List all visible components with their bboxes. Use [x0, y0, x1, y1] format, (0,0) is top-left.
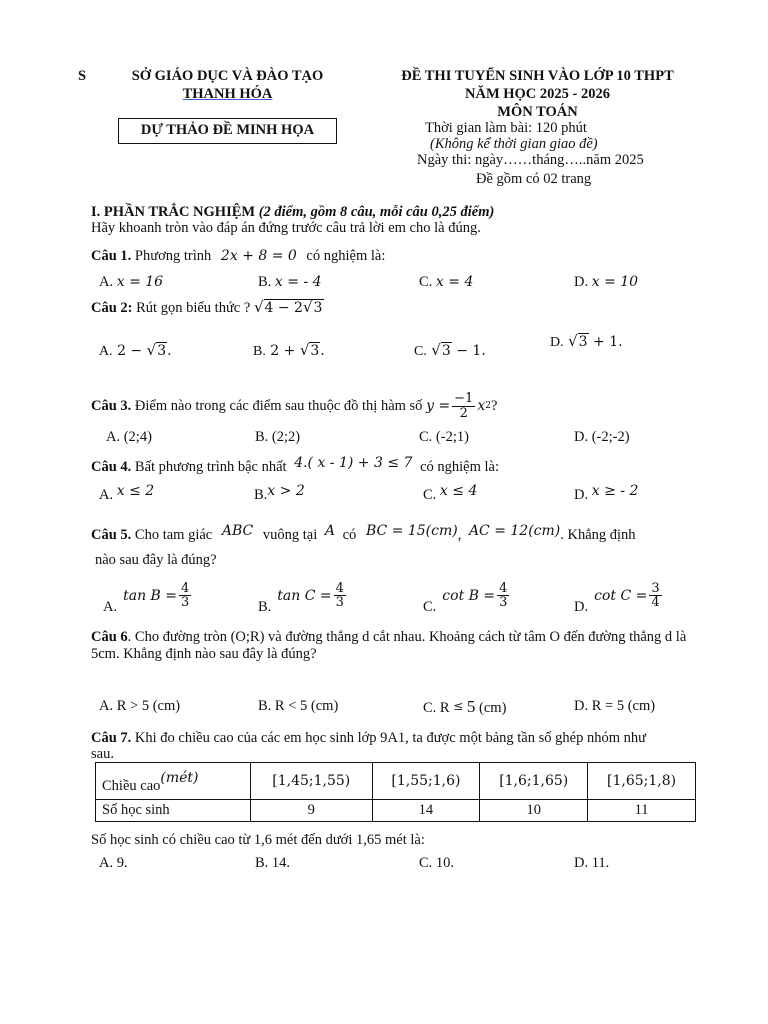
q5-option-c[interactable]: C. cot B = $\frac{4}{3}$	[423, 580, 508, 615]
province-name: THANH HÓA	[182, 86, 273, 102]
q3-option-c[interactable]: C. (-2;1)	[419, 429, 469, 445]
question-7-line2: sau.	[91, 746, 114, 762]
frequency-table	[95, 762, 696, 822]
q4-option-b[interactable]: B.x > 2	[254, 483, 305, 503]
group-cell: [1,45;1,55)	[251, 763, 373, 800]
question-3: Câu 3. Điểm nào trong các điểm sau thuộc đồ thị hàm số y = $\frac{-1}{2}$ x 2 ?	[91, 390, 498, 421]
subject: MÔN TOÁN	[497, 104, 578, 120]
q4-option-a[interactable]: A. x ≤ 2	[99, 483, 155, 503]
q4-option-d[interactable]: D. x ≥ - 2	[574, 483, 639, 503]
q3-option-b[interactable]: B. (2;2)	[255, 429, 301, 445]
question-2: Câu 2: Rút gọn biểu thức ? √4 − 2√3	[91, 298, 323, 316]
question-6-line2: 5cm. Khẳng định nào sau đây là đúng?	[91, 646, 317, 662]
header-left-letter: S	[78, 68, 87, 84]
count-cell: 9	[251, 800, 373, 822]
q5-option-b[interactable]: B. tan C = $\frac{4}{3}$	[258, 580, 344, 615]
question-7-prompt: Số học sinh có chiều cao từ 1,6 mét đến dưới 1,65 mét là:	[91, 832, 425, 848]
q1-option-b[interactable]: B. x = - 4	[258, 274, 322, 290]
question-5-line2: nào sau đây là đúng?	[95, 552, 217, 568]
group-cell: [1,6;1,65)	[480, 763, 588, 800]
q6-option-c[interactable]: C. R ≤ 5 (cm)	[423, 697, 507, 716]
question-5: Câu 5. Cho tam giác ABC vuông tại A có BC = 15(cm), AC = 12(cm). Khẳng định	[91, 523, 636, 543]
department-name: SỞ GIÁO DỤC VÀ ĐÀO TẠO	[131, 68, 324, 84]
q5-option-d[interactable]: D. cot C = $\frac{3}{4}$	[574, 580, 660, 615]
exam-date: Ngày thi: ngày……tháng…..năm 2025	[417, 152, 644, 168]
q7-option-b[interactable]: B. 14.	[255, 855, 291, 871]
draft-label-box: DỰ THẢO ĐỀ MINH HỌA	[118, 118, 337, 144]
q7-option-d[interactable]: D. 11.	[574, 855, 610, 871]
question-7: Câu 7. Khi đo chiều cao của các em học sinh lớp 9A1, ta được một bảng tần số ghép nhóm như	[91, 730, 646, 746]
count-cell: 11	[588, 800, 696, 822]
q6-option-d[interactable]: D. R = 5 (cm)	[574, 698, 656, 714]
duration: Thời gian làm bài: 120 phút	[425, 120, 587, 136]
school-year: NĂM HỌC 2025 - 2026	[465, 86, 610, 102]
count-cell: 14	[372, 800, 480, 822]
question-1: Câu 1. Phương trình 2x + 8 = 0 có nghiệm là:	[91, 248, 386, 264]
q2-option-c[interactable]: C. √3 − 1.	[414, 341, 486, 359]
group-cell: [1,65;1,8)	[588, 763, 696, 800]
q5-option-a[interactable]: A. tan B = $\frac{4}{3}$	[103, 580, 190, 615]
q2-option-b[interactable]: B. 2 + √3.	[253, 341, 325, 359]
q1-option-c[interactable]: C. x = 4	[419, 274, 474, 290]
q3-option-a[interactable]: A. (2;4)	[106, 429, 152, 445]
page-count: Đề gồm có 02 trang	[476, 171, 592, 187]
q6-option-a[interactable]: A. R > 5 (cm)	[99, 698, 181, 714]
section-instruction: Hãy khoanh tròn vào đáp án đứng trước câu trả lời em cho là đúng.	[91, 220, 481, 236]
table-row	[96, 763, 696, 800]
q6-option-b[interactable]: B. R < 5 (cm)	[258, 698, 339, 714]
duration-note: (Không kể thời gian giao đề)	[430, 136, 598, 152]
exam-title: ĐỀ THI TUYỂN SINH VÀO LỚP 10 THPT	[401, 68, 674, 84]
q4-option-c[interactable]: C. x ≤ 4	[423, 483, 478, 503]
row-label-students: Số học sinh	[96, 800, 251, 822]
q7-option-c[interactable]: C. 10.	[419, 855, 455, 871]
question-6: Câu 6. Cho đường tròn (O;R) và đường thẳng d cắt nhau. Khoảng cách từ tâm O đến đường thẳng d là	[91, 629, 687, 645]
row-label-height: Chiều cao(mét)	[96, 763, 251, 800]
q1-option-a[interactable]: A. x = 16	[99, 274, 164, 290]
count-cell: 10	[480, 800, 588, 822]
q1-option-d[interactable]: D. x = 10	[574, 274, 639, 290]
question-4: Câu 4. Bất phương trình bậc nhất 4.( x - 1) + 3 ≤ 7 có nghiệm là:	[91, 455, 499, 475]
section-title: I. PHẦN TRẮC NGHIỆM (2 điểm, gồm 8 câu, mỗi câu 0,25 điểm)	[91, 204, 495, 220]
group-cell: [1,55;1,6)	[372, 763, 480, 800]
q2-option-d[interactable]: D. √3 + 1.	[550, 332, 623, 350]
q3-option-d[interactable]: D. (-2;-2)	[574, 429, 630, 445]
table-row	[96, 800, 696, 822]
q7-option-a[interactable]: A. 9.	[99, 855, 128, 871]
q2-option-a[interactable]: A. 2 − √3.	[99, 341, 172, 359]
